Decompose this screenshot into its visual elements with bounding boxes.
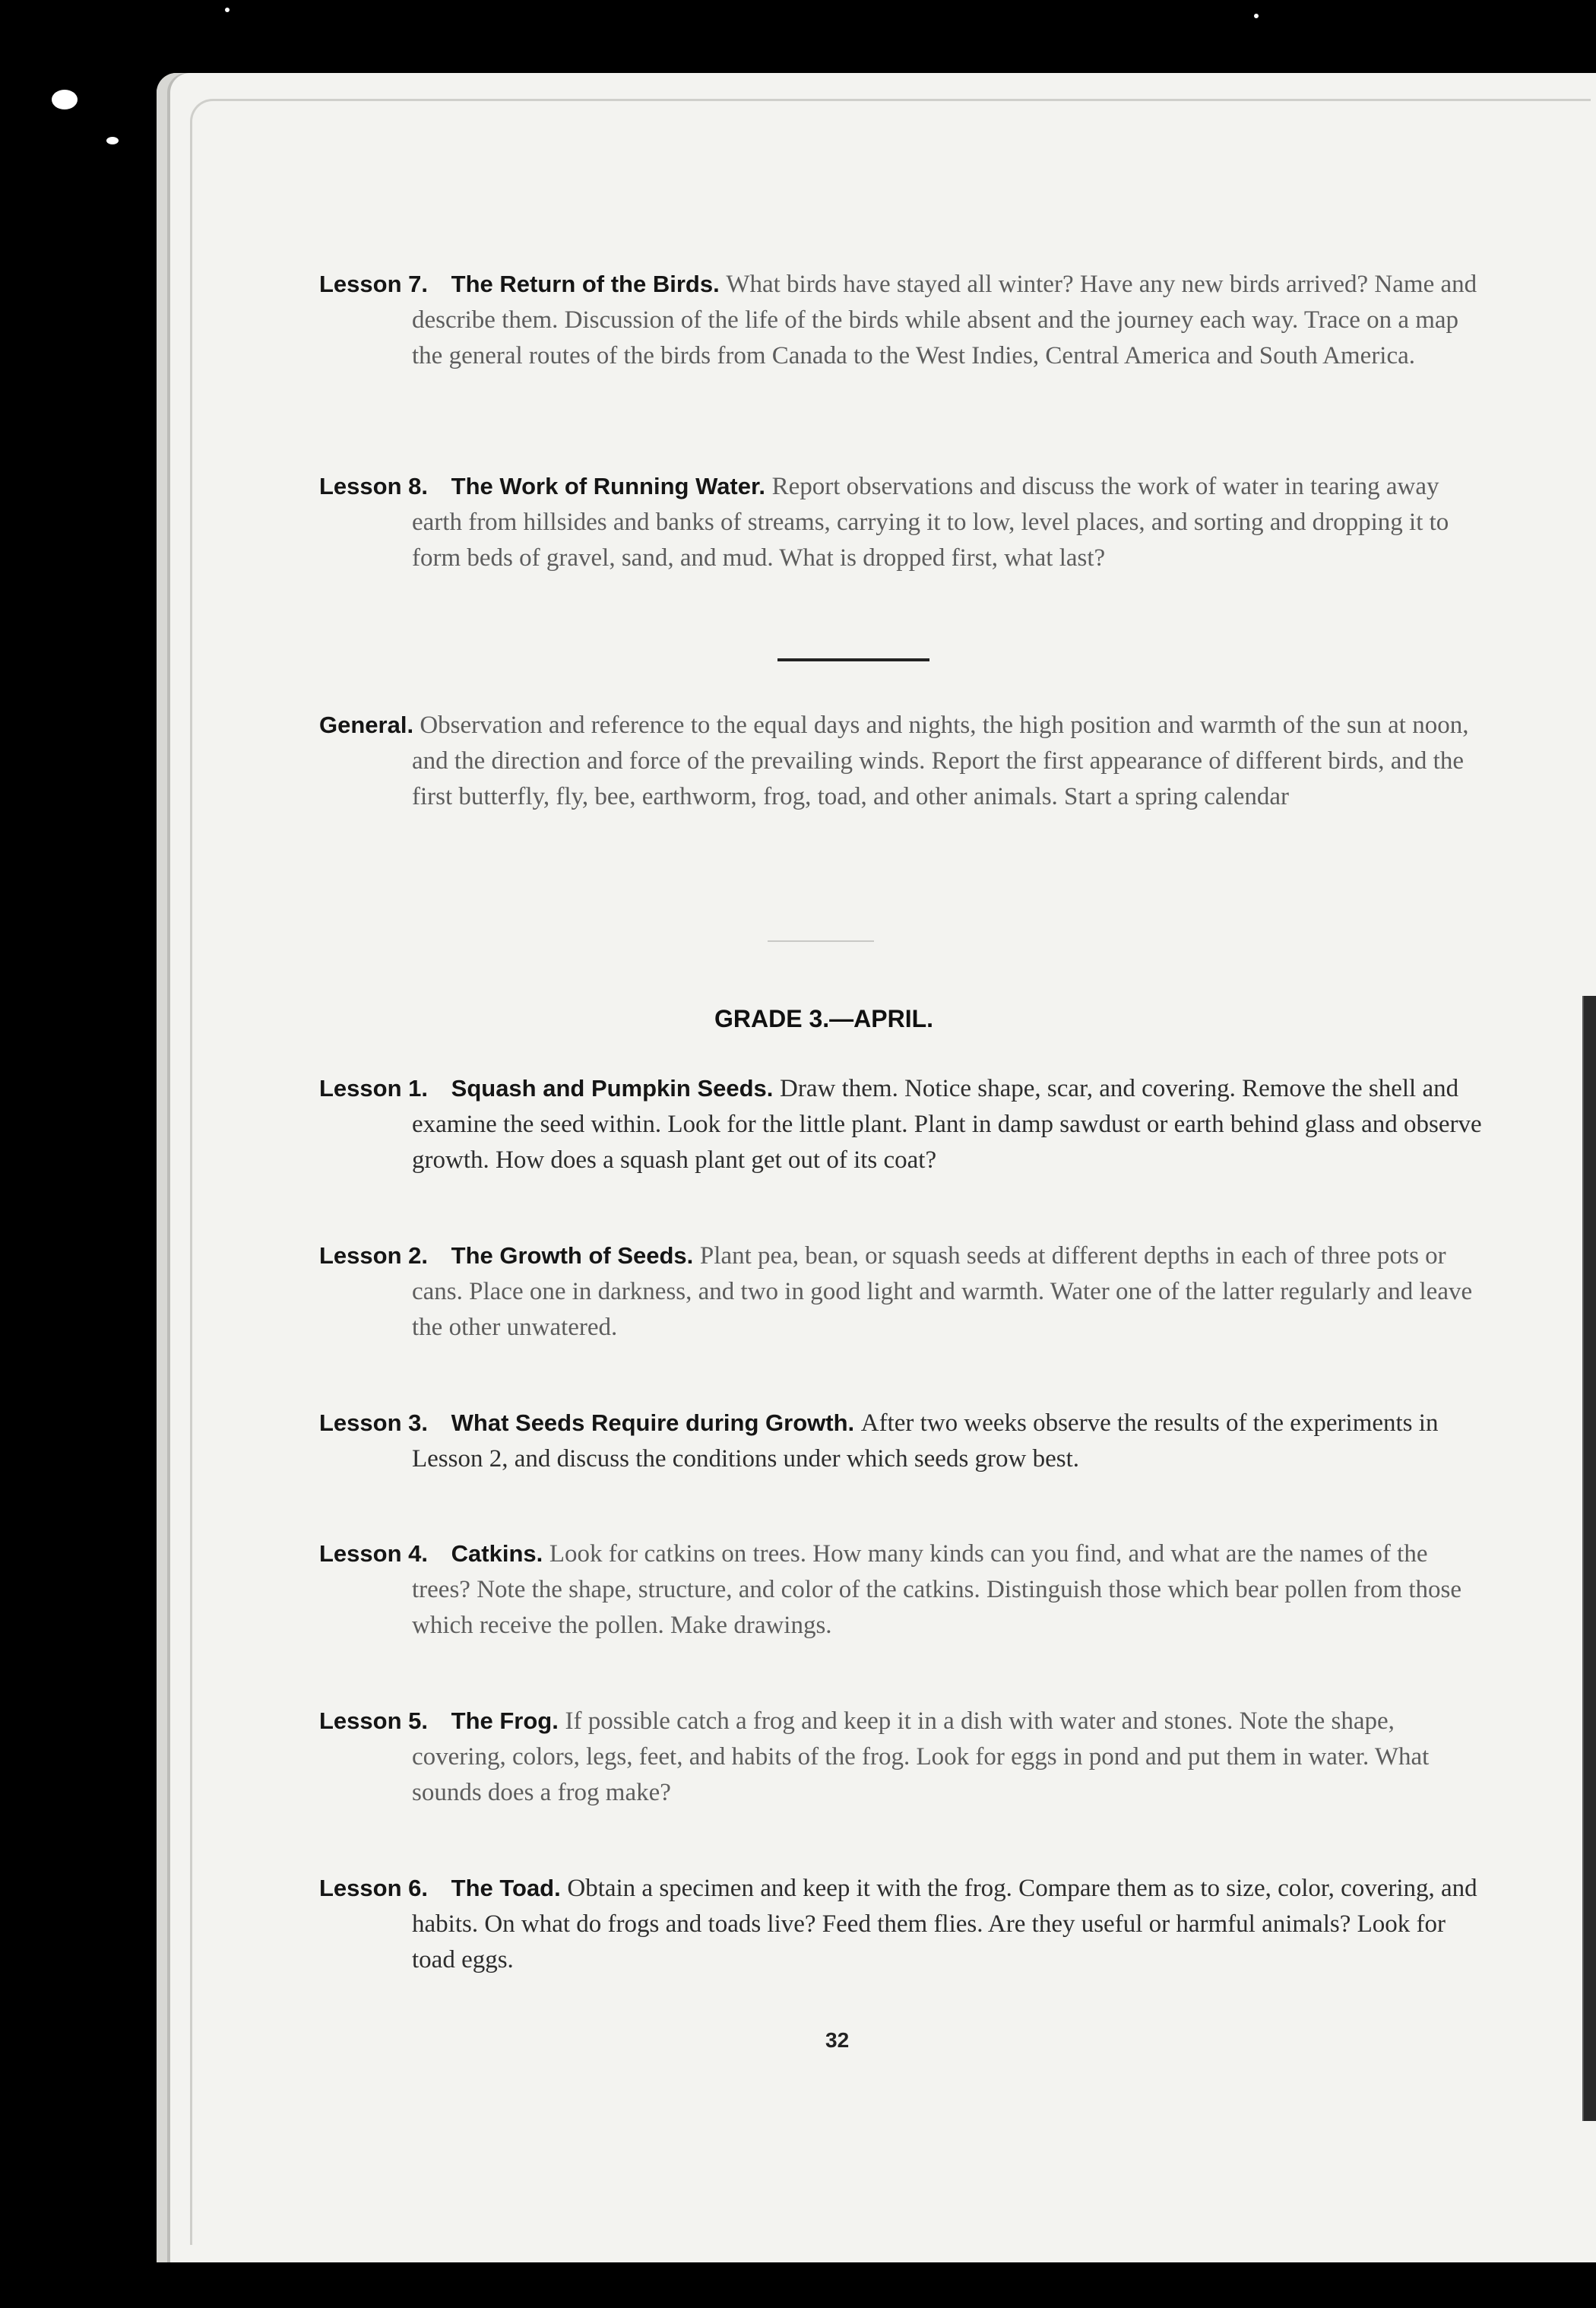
lesson-title: The Work of Running Water. — [451, 473, 765, 499]
lesson-title: The Growth of Seeds. — [451, 1242, 694, 1269]
lesson-word: Lesson — [319, 1875, 402, 1901]
lesson-text: Look for catkins on trees. How many kinds can you find, and what are the names of the trees? Note the shape, structure, and color of the catkins. Distinguish those which bear pollen from those which receive the pollen. Make drawings. — [412, 1540, 1462, 1639]
dust-speck — [106, 137, 119, 144]
lesson-title: The Return of the Birds. — [451, 271, 720, 297]
faint-divider — [768, 940, 874, 942]
lesson-text: Plant pea, bean, or squash seeds at different depths in each of three pots or cans. Place one in darkness, and two in good light and warmth. Water one of the latter regularly and leave the other unwatered. — [412, 1242, 1473, 1341]
lesson-word: Lesson — [319, 1242, 402, 1269]
lesson-word: Lesson — [319, 473, 402, 499]
adjacent-page-edge — [1582, 996, 1596, 2121]
lesson-text: Obtain a specimen and keep it with the frog. Compare them as to size, color, covering, and habits. On what do frogs and toads live? Feed them flies. Are they useful or harmful animals? Look for toad eggs. — [412, 1875, 1477, 1974]
lesson-label — [319, 271, 726, 297]
general-note — [319, 707, 1491, 815]
section-divider — [777, 658, 929, 661]
lesson-text: Report observations and discuss the work of water in tearing away earth from hillsides and banks of streams, carrying it to low, level places, and sorting and dropping it to form beds of gravel, sand, and mud. What is dropped first, what last? — [412, 473, 1449, 572]
lesson-number: 6. — [408, 1875, 429, 1901]
lesson-number: 2. — [408, 1242, 429, 1269]
lesson-number: 8. — [408, 473, 429, 499]
grade3-lesson-2 — [319, 1238, 1491, 1346]
lesson-word: Lesson — [319, 1540, 402, 1567]
lesson-text: After two weeks observe the results of the experiments in Lesson 2, and discuss the conditions under which seeds grow best. — [412, 1409, 1439, 1473]
page-number: 32 — [825, 2028, 850, 2052]
lesson-number: 4. — [408, 1540, 429, 1567]
lesson-title: The Frog. — [451, 1707, 559, 1734]
lesson-text: If possible catch a frog and keep it in a dish with water and stones. Note the shape, covering, colors, legs, feet, and habits of the frog. Look for eggs in pond and put them in water. What sounds does a frog make? — [412, 1707, 1430, 1806]
lesson-word: Lesson — [319, 1075, 402, 1102]
lesson-title: What Seeds Require during Growth. — [451, 1409, 855, 1436]
lesson-word: Lesson — [319, 271, 402, 297]
grade3-lesson-4 — [319, 1536, 1491, 1644]
lesson-label — [319, 1075, 780, 1102]
lesson-number: 1. — [408, 1075, 429, 1102]
lesson-8 — [319, 468, 1491, 576]
lesson-label — [319, 1707, 565, 1734]
lesson-number: 3. — [408, 1409, 429, 1436]
lesson-title: The Toad. — [451, 1875, 561, 1901]
lesson-number: 7. — [408, 271, 429, 297]
lesson-title: Catkins. — [451, 1540, 543, 1567]
lesson-title: Squash and Pumpkin Seeds. — [451, 1075, 774, 1102]
grade3-lesson-5 — [319, 1703, 1491, 1811]
lesson-label — [319, 1242, 700, 1269]
lesson-text: What birds have stayed all winter? Have any new birds arrived? Name and describe them. Discussion of the life of the birds while absent and the journey each way. Trace on a map the general routes of the birds from Canada to the West Indies, Central America and South America. — [412, 271, 1477, 369]
lesson-label — [319, 1540, 549, 1567]
dust-speck — [1254, 14, 1259, 18]
lesson-label — [319, 473, 772, 499]
grade3-lesson-3 — [319, 1405, 1491, 1477]
general-text: Observation and reference to the equal days and nights, the high position and warmth of the sun at noon, and the direction and force of the prevailing winds. Report the first appearance of different birds, and the first butterfly, fly, bee, earthworm, frog, toad, and other animals. Start a spring calendar — [412, 712, 1469, 810]
grade3-lesson-6 — [319, 1870, 1491, 1978]
lesson-label — [319, 1409, 861, 1436]
lesson-text: Draw them. Notice shape, scar, and covering. Remove the shell and examine the seed within. Look for the little plant. Plant in damp sawdust or earth behind glass and observe growth. How does a squash plant get out of its coat? — [412, 1075, 1482, 1174]
dust-speck — [52, 90, 78, 109]
lesson-7 — [319, 266, 1491, 374]
lesson-number: 5. — [408, 1707, 429, 1734]
grade-heading: GRADE 3.—APRIL. — [714, 1005, 934, 1032]
lesson-word: Lesson — [319, 1707, 402, 1734]
dust-speck — [225, 8, 230, 12]
general-title: General. — [319, 712, 414, 738]
grade3-lesson-1 — [319, 1070, 1491, 1178]
lesson-word: Lesson — [319, 1409, 402, 1436]
lesson-label — [319, 1875, 567, 1901]
